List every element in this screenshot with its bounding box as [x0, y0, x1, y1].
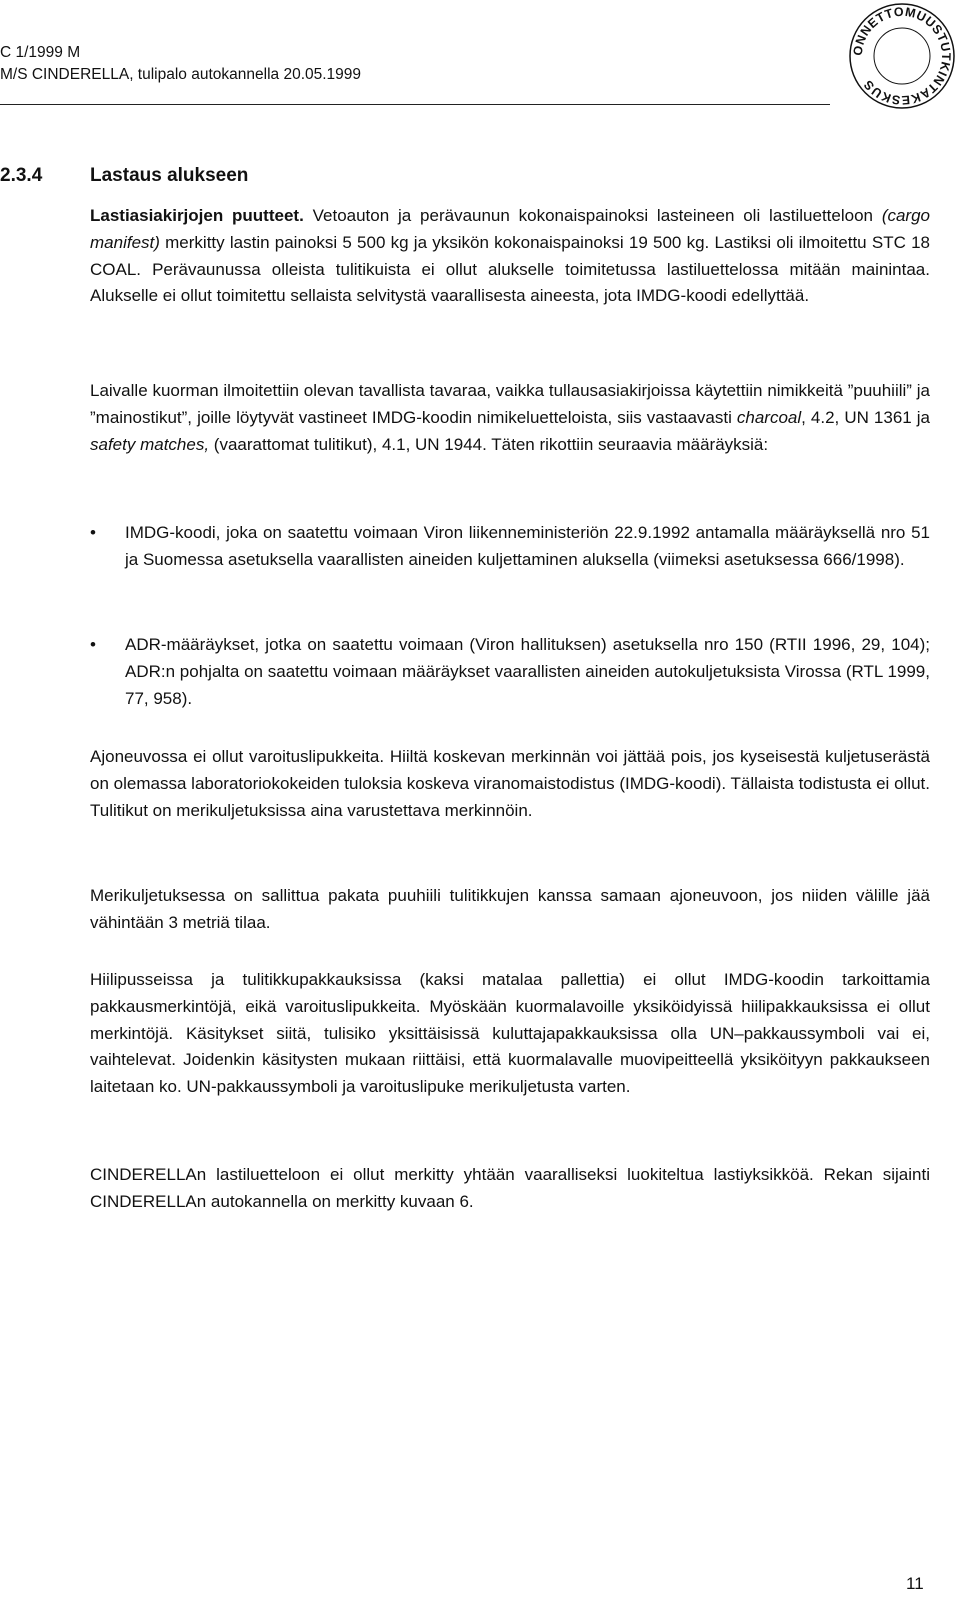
- svg-text:ONNETTOMUUSTUTKINTAKESKUS: [851, 5, 953, 107]
- report-code: C 1/1999 M: [0, 44, 81, 61]
- logo-ring-text: ONNETTOMUUSTUTKINTAKESKUS: [850, 4, 954, 108]
- section-number: 2.3.4: [0, 165, 43, 186]
- bullet-icon: •: [90, 523, 96, 542]
- paragraph-declared-goods: [90, 378, 930, 458]
- paragraph-lead: Lastiasiakirjojen puutteet.: [90, 206, 304, 225]
- paragraph-packaging: [90, 967, 930, 1101]
- italic-term: charcoal: [736, 407, 802, 427]
- paragraph-text: (vaarattomat tulitikut), 4.1, UN 1944. Täten rikottiin seuraavia määräyksiä:: [209, 434, 769, 454]
- list-item-text: ADR-määräykset, jotka on saatettu voimaan (Viron hallituksen) asetuksella nro 150 (RTII 1996, 29, 104); ADR:n pohjalta on saatettu voimaan määräykset vaarallisten aineiden autokuljetuksista Virossa (RTL 1999, 77, 958).: [125, 635, 930, 708]
- paragraph-text: , 4.2, UN 1361 ja: [801, 407, 930, 427]
- list-item: [90, 632, 930, 712]
- onnettomuustutkintakeskus-logo-icon: [848, 2, 956, 110]
- header-divider: [0, 104, 830, 105]
- paragraph-stowage: [90, 883, 930, 937]
- paragraph-text: CINDERELLAn lastiluetteloon ei ollut merkitty yhtään vaaralliseksi luokiteltua lastiyksikköä. Rekan sijainti CINDERELLAn autokannella on merkitty kuvaan 6.: [90, 1165, 930, 1211]
- paragraph-text: Hiilipusseissa ja tulitikkupakkauksissa (kaksi matalaa pallettia) ei ollut IMDG-koodin tarkoittamia pakkausmerkintöjä, eikä varoituslipukkeita. Myöskään kuormalavoille yksiköidyissä hiilipakkauksissa ei ollut merkintöjä. Käsitykset siitä, tulisiko yksittäisissä kuluttajapakkauksissa olla UN–pakkaussymboli vai ei, vaihtelevat. Joidenkin käsitysten mukaan riittäisi, että kuormalavalle muovipeitteellä yksiköityyn pakkaukseen laitetaan ko. UN-pakkaussymboli ja varoituslipuke merikuljetusta varten.: [90, 970, 930, 1097]
- italic-term: safety matches,: [90, 434, 210, 454]
- list-item-text: IMDG-koodi, joka on saatettu voimaan Viron liikenneministeriön 22.9.1992 antamalla määräyksellä nro 51 ja Suomessa asetuksella vaarallisten aineiden kuljettaminen aluksella (viimeksi asetuksessa 666/1998).: [125, 523, 930, 569]
- paragraph-warning-labels: [90, 744, 930, 824]
- list-item: [90, 520, 930, 574]
- paragraph-text: Ajoneuvossa ei ollut varoituslipukkeita. Hiiltä koskevan merkinnän voi jättää pois, jos kyseisestä kuljetuserästä on olemassa laboratoriokokeiden tuloksia koskeva viranomaistodistus (IMDG-koodi). Tällaista todistusta ei ollut. Tulitikut on merikuljetuksissa aina varustettava merkinnöin.: [90, 747, 930, 820]
- page-number: 11: [906, 1574, 924, 1593]
- paragraph-text: merkitty lastin painoksi 5 500 kg ja yksikön kokonaispainoksi 19 500 kg. Lastiksi oli ilmoitettu STC 18 COAL. Perävaunussa olleista tulitikuista ei ollut alukselle toimitetussa lastiluettelossa mitään mainintaa. Alukselle ei ollut toimitettu sellaista selvitystä vaarallisesta aineesta, jota IMDG-koodi edellyttää.: [90, 232, 930, 306]
- italic-term: (cargo manifest): [90, 206, 930, 252]
- paragraph-text: Laivalle kuorman ilmoitettiin olevan tavallista tavaraa, vaikka tullausasiakirjoissa käytettiin nimikkeitä ”puuhiili” ja ”mainostikut”, joille löytyvät vastineet IMDG-koodin nimikeluetteloista, siis vastaavasti: [90, 381, 930, 427]
- paragraph-cargo-documents: [90, 203, 930, 310]
- paragraph-text: Merikuljetuksessa on sallittua pakata puuhiili tulitikkujen kanssa samaan ajoneuvoon, jos niiden välille jää vähintään 3 metriä tilaa.: [90, 886, 930, 932]
- running-header: [0, 42, 820, 86]
- paragraph-manifest: [90, 1162, 930, 1216]
- paragraph-text: Vetoauton ja perävaunun kokonaispainoksi lasteineen oli lastiluetteloon: [303, 206, 882, 225]
- bullet-icon: •: [90, 635, 96, 654]
- section-title: Lastaus alukseen: [90, 165, 249, 186]
- report-subject: M/S CINDERELLA, tulipalo autokannella 20.05.1999: [0, 66, 362, 83]
- section-heading: [0, 165, 248, 187]
